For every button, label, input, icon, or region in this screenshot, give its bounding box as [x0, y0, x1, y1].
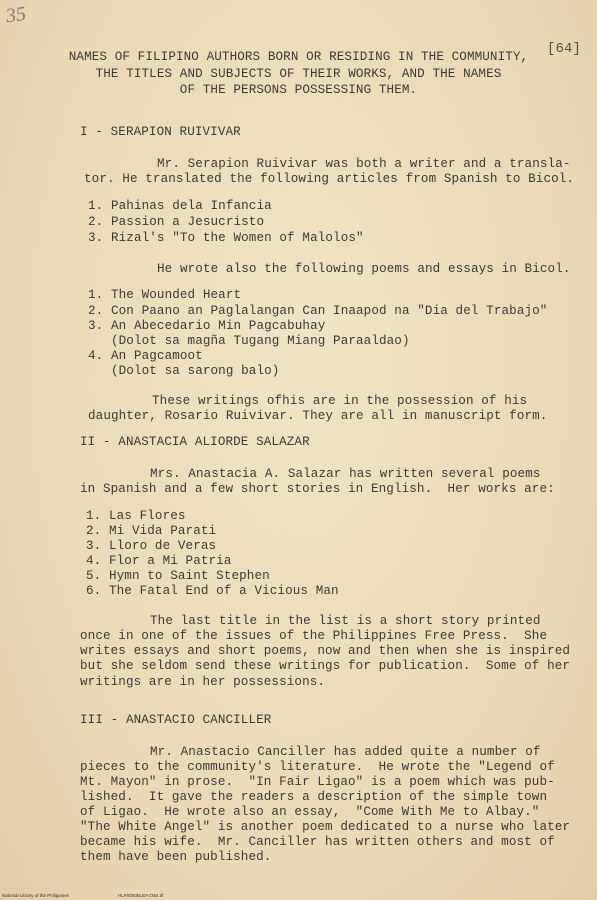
- section-2-para-2-line-2: once in one of the issues of the Philippines Free Press. She: [80, 629, 548, 643]
- page-reference: [64]: [547, 41, 582, 57]
- list-item: 1. Pahinas dela Infancia: [88, 199, 272, 213]
- section-3-para-line-1: Mr. Anastacio Canciller has added quite a number of: [150, 745, 541, 759]
- title-line-1: NAMES OF FILIPINO AUTHORS BORN OR RESIDING IN THE COMMUNITY,: [68, 50, 529, 64]
- section-3-para-line-8: them have been published.: [80, 850, 272, 864]
- list-item-subtitle: (Dolot sa magña Tugang Miang Paraaldao): [88, 334, 410, 348]
- title-line-2: THE TITLES AND SUBJECTS OF THEIR WORKS, AND THE NAMES: [95, 67, 502, 81]
- section-2-para-1-line-2: in Spanish and a few short stories in English. Her works are:: [80, 482, 555, 496]
- list-item: 3. Rizal's "To the Women of Malolos": [88, 231, 364, 245]
- section-3-para-line-3: Mt. Mayon" in prose. "In Fair Ligao" is a poem which was pub-: [80, 775, 555, 789]
- title-line-3: OF THE PERSONS POSSESSING THEM.: [179, 83, 418, 97]
- list-item: 2. Con Paano an Paglalangan Can Inaapod na "Dia del Trabajo": [88, 304, 548, 318]
- section-1-para-3-line-2: daughter, Rosario Ruivivar. They are all in manuscript form.: [88, 409, 548, 423]
- page-number: 35: [4, 2, 28, 28]
- list-item: 1. The Wounded Heart: [88, 288, 242, 302]
- list-item: 3. Lloro de Veras: [86, 539, 217, 553]
- section-3-para-line-5: of Ligao. He wrote also an essay, "Come With Me to Albay.": [80, 805, 540, 819]
- list-item: 1. Las Flores: [86, 509, 186, 523]
- section-3-para-line-7: became his wife. Mr. Canciller has written others and most of: [80, 835, 555, 849]
- section-3-para-line-2: pieces to the community's literature. He wrote the "Legend of: [80, 760, 555, 774]
- list-item: 2. Passion a Jesucristo: [88, 215, 265, 229]
- section-3-para-line-4: lished. It gave the readers a description of the simple town: [80, 790, 548, 804]
- list-item: 2. Mi Vida Parati: [86, 524, 217, 538]
- section-1-heading: I - SERAPION RUIVIVAR: [80, 125, 241, 139]
- list-item: 4. Flor a Mi Patria: [86, 554, 232, 568]
- section-1-para-2: He wrote also the following poems and essays in Bicol.: [157, 262, 571, 276]
- section-2-para-2-line-4: but she seldom send these writings for publication. Some of her: [80, 659, 571, 673]
- section-2-para-2-line-3: writes essays and short poems, now and then when she is inspired: [80, 644, 571, 658]
- list-item: 6. The Fatal End of a Vicious Man: [86, 584, 339, 598]
- section-1-para-3-line-1: These writings ofhis are in the possession of his: [152, 394, 528, 408]
- list-item: 3. An Abecedario Min Pagcabuhay: [88, 319, 326, 333]
- list-item-subtitle: (Dolot sa sarong balo): [88, 364, 280, 378]
- list-item: 5. Hymn to Saint Stephen: [86, 569, 270, 583]
- list-item: 4. An Pagcamoot: [88, 349, 203, 363]
- section-3-para-line-6: "The White Angel" is another poem dedicated to a nurse who later: [80, 820, 571, 834]
- section-2-para-2-line-5: writings are in her possessions.: [80, 675, 326, 689]
- section-1-para-1-line-2: tor. He translated the following articles from Spanish to Bicol.: [84, 172, 575, 186]
- section-3-heading: III - ANASTACIO CANCILLER: [80, 713, 272, 727]
- footer-filename: HLP0000BU0A7364.tif: [118, 893, 164, 898]
- section-2-para-2-line-1: The last title in the list is a short story printed: [150, 614, 541, 628]
- section-1-para-1-line-1: Mr. Serapion Ruivivar was both a writer and a transla-: [157, 157, 571, 171]
- section-2-para-1-line-1: Mrs. Anastacia A. Salazar has written several poems: [150, 467, 541, 481]
- section-2-heading: II - ANASTACIA ALIORDE SALAZAR: [80, 435, 310, 449]
- footer-library-name: National Library of the Philippines: [2, 893, 70, 898]
